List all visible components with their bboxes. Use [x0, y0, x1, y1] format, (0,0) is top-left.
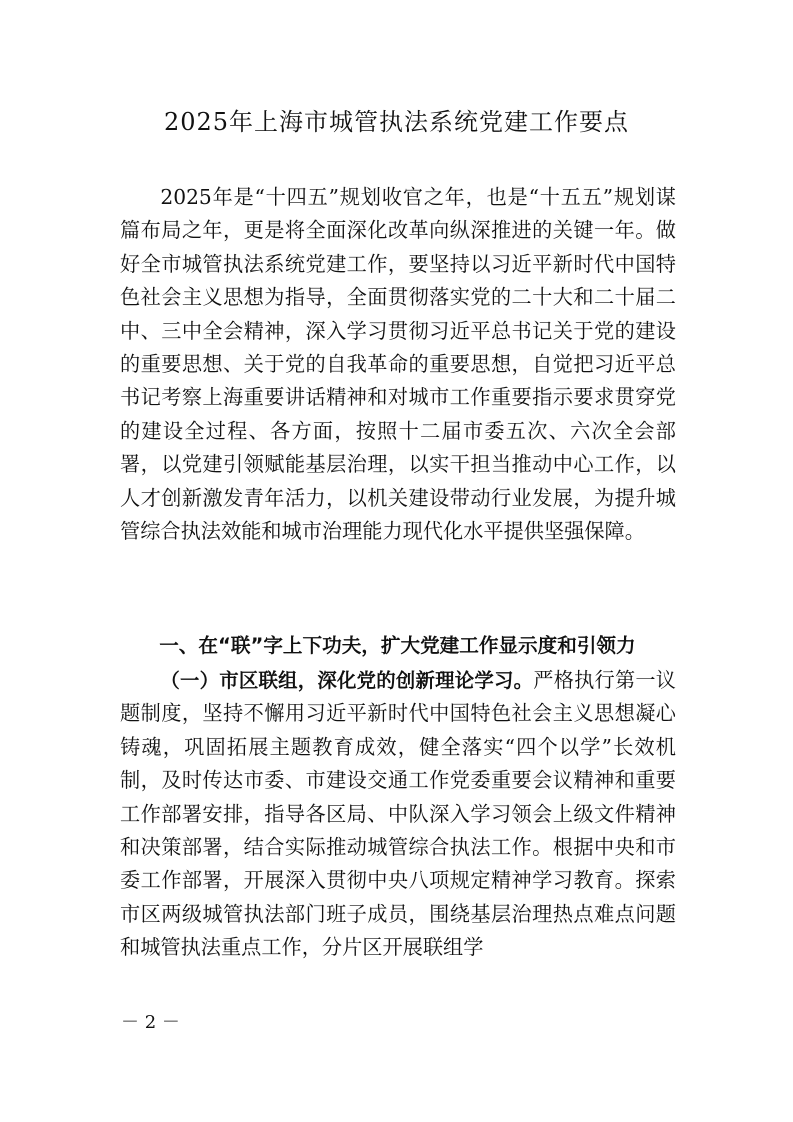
section-heading-1: 一、在“联”字上下功夫，扩大党建工作显示度和引领力 — [159, 634, 636, 657]
intro-paragraph: 2025年是“十四五”规划收官之年，也是“十五五”规划谋篇布局之年，更是将全面深化改革向纵深推进的关键一年。做好全市城管执法系统党建工作，要坚持以习近平新时代中国特色社会主义思想为指导，全面贯彻落实党的二十大和二十届二中、三中全会精神，深入学习贯彻习近平总书记关于党的建设的重要思想、关于党的自我革命的重要思想，自觉把习近平总书记考察上海重要讲话精神和对城市工作重要指示要求贯穿党的建设全过程、各方面，按照十二届市委五次、六次全会部署，以党建引领赋能基层治理，以实干担当推动中心工作，以人才创新激发青年活力，以机关建设带动行业发展，为提升城管综合执法效能和城市治理能力现代化水平提供坚强保障。 — [120, 185, 676, 544]
subsection-1-1-body: 严格执行第一议题制度，坚持不懈用习近平新时代中国特色社会主义思想凝心铸魂，巩固拓展主题教育成效，健全落实“四个以学”长效机制，及时传达市委、市建设交通工作党委重要会议精神和重要工作部署安排，指导各区局、中队深入学习领会上级文件精神和决策部署，结合实际推动城管综合执法工作。根据中央和市委工作部署，开展深入贯彻中央八项规定精神学习教育。探索市区两级城管执法部门班子成员，围绕基层治理热点难点问题和城管执法重点工作，分片区开展联组学 — [120, 668, 676, 960]
document-title: 2025年上海市城管执法系统党建工作要点 — [163, 108, 630, 136]
subsection-1-1-paragraph — [120, 664, 676, 965]
subsection-1-1-heading: （一）市区联组，深化党的创新理论学习。 — [160, 669, 534, 692]
page-number: － 2 － — [121, 1012, 180, 1033]
